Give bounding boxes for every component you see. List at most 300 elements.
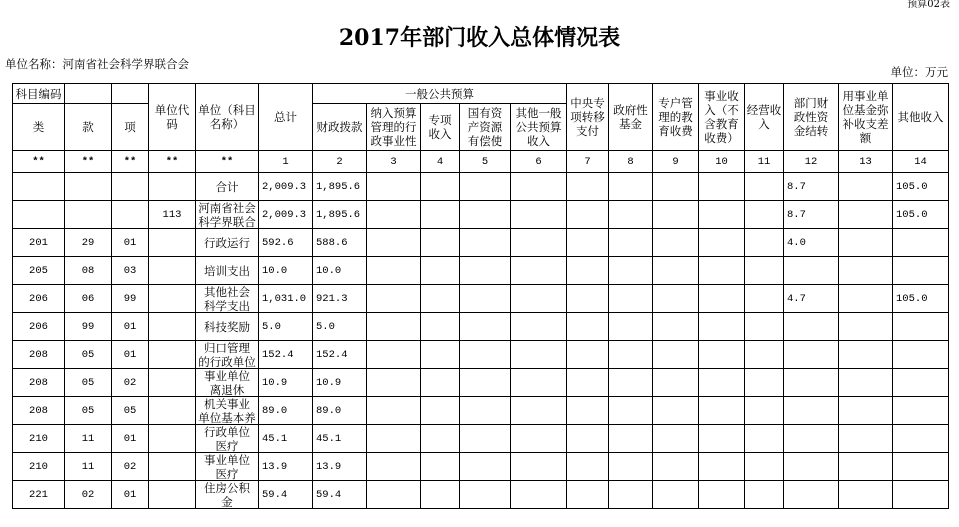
central-special-transfer-cell	[567, 257, 609, 285]
reserve-fund-offset-value	[839, 173, 892, 200]
admin-fee-income-value	[367, 341, 420, 368]
other-income-value	[893, 369, 948, 396]
fiscal-appropriation-cell	[313, 229, 367, 257]
central-special-transfer-cell	[567, 453, 609, 481]
state-asset-income-header	[460, 104, 511, 151]
central-special-transfer-value	[567, 481, 608, 508]
section-code-value: 99	[81, 320, 95, 333]
reserve-fund-offset-value	[839, 229, 892, 256]
total-cell	[259, 369, 313, 397]
total-value: 89.0	[262, 404, 288, 417]
admin-fee-income-label: 纳入预算 管理的行 政事业性	[370, 106, 417, 148]
class-code-value: 208	[29, 376, 48, 389]
fiscal-appropriation-cell	[313, 369, 367, 397]
government-fund-value	[609, 201, 652, 228]
unit-code-cell	[149, 173, 196, 201]
table-row	[13, 229, 949, 257]
government-fund-value	[609, 229, 652, 256]
currency-unit-line	[891, 65, 949, 79]
operating-income-cell	[745, 481, 784, 509]
class-code-cell	[13, 257, 65, 285]
unit-code-value	[149, 397, 195, 424]
reserve-fund-offset-value	[839, 341, 892, 368]
fiscal-appropriation-cell	[313, 257, 367, 285]
government-fund-cell	[609, 341, 653, 369]
operating-income-cell	[745, 201, 784, 229]
reserve-fund-offset-cell	[839, 173, 893, 201]
fiscal-carryover-value	[784, 397, 838, 424]
section-code-value: 05	[81, 376, 95, 389]
subject-name-cell	[196, 341, 259, 369]
special-income-value	[421, 201, 459, 228]
admin-fee-income-cell	[367, 481, 421, 509]
general-public-budget-header	[313, 84, 567, 104]
education-fee-value	[653, 453, 698, 480]
other-general-budget-income-value	[511, 481, 566, 508]
operating-income-value	[745, 173, 783, 200]
reserve-fund-offset-cell	[839, 341, 893, 369]
table-row	[13, 285, 949, 313]
education-fee-cell	[653, 257, 699, 285]
fiscal-carryover-cell	[784, 285, 839, 313]
class-code-cell	[13, 201, 65, 229]
state-asset-income-cell	[460, 369, 511, 397]
central-special-transfer-value	[567, 369, 608, 396]
business-income-header	[699, 84, 745, 151]
reserve-fund-offset-value	[839, 425, 892, 452]
central-special-transfer-value	[567, 229, 608, 256]
operating-income-value	[745, 453, 783, 480]
fiscal-appropriation-value: 59.4	[316, 488, 342, 501]
other-general-budget-income-value	[511, 397, 566, 424]
section-code-cell	[65, 257, 112, 285]
class-code-value: 205	[29, 264, 48, 277]
fiscal-carryover-cell	[784, 481, 839, 509]
fiscal-appropriation-value: 152.4	[316, 348, 348, 361]
unit-code-cell	[149, 341, 196, 369]
item-code-cell	[112, 257, 149, 285]
central-special-transfer-value	[567, 285, 608, 312]
business-income-value	[699, 313, 744, 340]
other-income-cell	[893, 341, 949, 369]
reserve-fund-offset-cell	[839, 229, 893, 257]
item-code-cell	[112, 173, 149, 201]
subject-name-value: 住房公积 金	[204, 481, 250, 508]
section-code-value: 11	[81, 432, 95, 445]
other-income-cell	[893, 229, 949, 257]
central-special-transfer-value	[567, 453, 608, 480]
item-code-value: 01	[123, 348, 137, 361]
reserve-fund-offset-header	[839, 84, 893, 151]
central-special-transfer-cell	[567, 425, 609, 453]
other-general-budget-income-cell	[511, 173, 567, 201]
special-income-label: 专项 收入	[428, 113, 452, 141]
other-income-cell	[893, 481, 949, 509]
admin-fee-income-value	[367, 229, 420, 256]
state-asset-income-cell	[460, 151, 511, 173]
business-income-cell	[699, 173, 745, 201]
fiscal-appropriation-cell	[313, 151, 367, 173]
section-code-value: 11	[81, 460, 95, 473]
other-general-budget-income-label: 其他一般 公共预算 收入	[515, 106, 562, 148]
special-income-cell	[421, 481, 460, 509]
total-cell	[259, 285, 313, 313]
admin-fee-income-cell	[367, 285, 421, 313]
operating-income-value	[745, 425, 783, 452]
business-income-cell	[699, 201, 745, 229]
state-asset-income-value	[460, 173, 510, 200]
total-value: 1,031.0	[262, 292, 307, 305]
government-fund-cell	[609, 369, 653, 397]
special-income-cell	[421, 201, 460, 229]
item-code-cell	[112, 313, 149, 341]
state-asset-income-value	[460, 425, 510, 452]
item-code-value: 05	[123, 404, 137, 417]
fiscal-appropriation-cell	[313, 173, 367, 201]
other-income-cell	[893, 397, 949, 425]
admin-fee-income-header	[367, 104, 421, 151]
class-code-label: 类	[32, 120, 45, 134]
section-code-cell	[65, 481, 112, 509]
section-code-value: 06	[81, 292, 95, 305]
other-income-value	[893, 481, 948, 508]
admin-fee-income-cell	[367, 453, 421, 481]
unit-code-value	[149, 173, 195, 200]
table-row	[13, 201, 949, 229]
fiscal-carryover-value	[784, 341, 838, 368]
total-value: 59.4	[262, 488, 288, 501]
class-code-value: 208	[29, 404, 48, 417]
unit-code-header	[149, 84, 196, 151]
blank-header-space	[112, 84, 148, 103]
other-income-cell	[893, 313, 949, 341]
other-general-budget-income-value	[511, 173, 566, 200]
total-cell	[259, 201, 313, 229]
other-general-budget-income-header	[511, 104, 567, 151]
state-asset-income-value	[460, 341, 510, 368]
table-row	[13, 313, 949, 341]
operating-income-value	[745, 397, 783, 424]
fiscal-appropriation-cell	[313, 453, 367, 481]
unit-code-value	[149, 425, 195, 452]
state-asset-income-value	[460, 453, 510, 480]
unit-name-line	[5, 57, 189, 71]
item-code-cell	[112, 425, 149, 453]
state-asset-income-value	[460, 229, 510, 256]
business-income-cell	[699, 341, 745, 369]
education-fee-cell	[653, 397, 699, 425]
admin-fee-income-value	[367, 285, 420, 312]
item-code-cell	[112, 151, 149, 173]
fiscal-carryover-value	[784, 481, 838, 508]
fiscal-appropriation-cell	[313, 341, 367, 369]
operating-income-cell	[745, 453, 784, 481]
reserve-fund-offset-value	[839, 397, 892, 424]
admin-fee-income-cell	[367, 173, 421, 201]
general-public-budget-label: 一般公共预算	[405, 86, 474, 101]
section-code-cell	[65, 453, 112, 481]
education-fee-value	[653, 285, 698, 312]
unit-code-value	[149, 369, 195, 396]
central-special-transfer-cell	[567, 341, 609, 369]
government-fund-cell	[609, 453, 653, 481]
education-fee-value	[653, 425, 698, 452]
table-row	[13, 397, 949, 425]
special-income-cell	[421, 229, 460, 257]
other-general-budget-income-value: 6	[535, 155, 542, 168]
fiscal-appropriation-label: 财政拨款	[316, 120, 363, 134]
blank-header-cell	[112, 84, 149, 104]
business-income-cell	[699, 397, 745, 425]
class-code-cell	[13, 481, 65, 509]
subject-name-value: 其他社会 科学支出	[204, 285, 250, 312]
fiscal-appropriation-cell	[313, 397, 367, 425]
admin-fee-income-cell	[367, 397, 421, 425]
total-cell	[259, 173, 313, 201]
unit-code-cell	[149, 151, 196, 173]
special-income-cell	[421, 151, 460, 173]
reserve-fund-offset-cell	[839, 397, 893, 425]
special-income-value	[421, 481, 459, 508]
central-special-transfer-value	[567, 201, 608, 228]
table-row	[13, 341, 949, 369]
subject-name-value: 行政单位 医疗	[204, 425, 250, 452]
operating-income-value	[745, 285, 783, 312]
section-code-value	[65, 201, 111, 228]
class-code-value: 206	[29, 320, 48, 333]
section-code-value: 05	[81, 348, 95, 361]
section-code-label: 款	[82, 120, 94, 134]
admin-fee-income-value	[367, 257, 420, 284]
central-special-transfer-value	[567, 425, 608, 452]
government-fund-value	[609, 341, 652, 368]
fiscal-carryover-cell	[784, 369, 839, 397]
item-code-label: 项	[124, 120, 136, 134]
admin-fee-income-cell	[367, 425, 421, 453]
education-fee-value	[653, 229, 698, 256]
operating-income-cell	[745, 229, 784, 257]
special-income-value: 4	[436, 155, 444, 168]
education-fee-value	[653, 201, 698, 228]
government-fund-value	[609, 453, 652, 480]
special-income-cell	[421, 425, 460, 453]
class-code-cell	[13, 151, 65, 173]
item-code-value	[112, 201, 148, 228]
government-fund-value: 8	[627, 155, 634, 168]
government-fund-cell	[609, 229, 653, 257]
fiscal-appropriation-value: 10.0	[316, 264, 342, 277]
item-code-cell	[112, 229, 149, 257]
education-fee-cell	[653, 201, 699, 229]
item-code-value	[112, 173, 148, 200]
class-code-cell	[13, 285, 65, 313]
state-asset-income-label: 国有资 产资源 有偿使	[467, 106, 503, 148]
unit-name-value: 河南省社会科学界联合会	[62, 57, 189, 71]
other-general-budget-income-cell	[511, 257, 567, 285]
other-general-budget-income-cell	[511, 201, 567, 229]
other-income-cell	[893, 257, 949, 285]
admin-fee-income-cell	[367, 229, 421, 257]
subject-name-value: 河南省社会 科学界联合	[198, 201, 256, 228]
fiscal-carryover-value	[784, 369, 838, 396]
fiscal-carryover-value	[784, 257, 838, 284]
special-income-value	[421, 341, 459, 368]
subject-name-cell	[196, 285, 259, 313]
other-income-value: 105.0	[896, 208, 928, 221]
business-income-cell	[699, 229, 745, 257]
subject-name-cell	[196, 173, 259, 201]
currency-unit-value: 万元	[925, 65, 948, 79]
government-fund-value	[609, 285, 652, 312]
operating-income-cell	[745, 369, 784, 397]
table-row	[13, 369, 949, 397]
state-asset-income-value	[460, 285, 510, 312]
other-income-value	[893, 257, 948, 284]
education-fee-value	[653, 369, 698, 396]
subject-name-value: 机关事业 单位基本养	[198, 397, 256, 424]
other-general-budget-income-cell	[511, 313, 567, 341]
subject-name-label: 单位（科目 名称）	[198, 103, 256, 131]
class-code-value: 201	[29, 236, 48, 249]
class-code-value: **	[32, 155, 45, 168]
special-income-cell	[421, 397, 460, 425]
revenue-table	[12, 83, 949, 509]
reserve-fund-offset-value	[839, 201, 892, 228]
other-income-cell	[893, 173, 949, 201]
central-special-transfer-cell	[567, 285, 609, 313]
government-fund-cell	[609, 201, 653, 229]
section-code-cell	[65, 285, 112, 313]
other-general-budget-income-cell	[511, 453, 567, 481]
subject-name-header	[196, 84, 259, 151]
operating-income-cell	[745, 341, 784, 369]
admin-fee-income-cell	[367, 313, 421, 341]
central-special-transfer-cell	[567, 397, 609, 425]
education-fee-cell	[653, 341, 699, 369]
special-income-value	[421, 453, 459, 480]
education-fee-cell	[653, 425, 699, 453]
government-fund-value	[609, 173, 652, 200]
other-income-cell	[893, 425, 949, 453]
item-code-value: **	[123, 155, 137, 168]
section-code-cell	[65, 397, 112, 425]
business-income-value	[699, 341, 744, 368]
total-cell	[259, 313, 313, 341]
fiscal-carryover-cell	[784, 313, 839, 341]
other-general-budget-income-value	[511, 453, 566, 480]
fiscal-carryover-label: 部门财 政性资 金结转	[793, 96, 829, 138]
other-income-value	[893, 313, 948, 340]
fiscal-carryover-value	[784, 313, 838, 340]
unit-code-cell	[149, 313, 196, 341]
fiscal-appropriation-value: 45.1	[316, 432, 342, 445]
subject-name-value: 归口管理 的行政单位	[198, 341, 256, 368]
other-general-budget-income-value	[511, 285, 566, 312]
state-asset-income-cell	[460, 201, 511, 229]
other-general-budget-income-cell	[511, 341, 567, 369]
total-value: 10.0	[262, 264, 288, 277]
special-income-cell	[421, 313, 460, 341]
fiscal-carryover-cell	[784, 453, 839, 481]
class-code-value: 206	[29, 292, 48, 305]
total-cell	[259, 229, 313, 257]
other-income-cell	[893, 369, 949, 397]
subject-code-label: 科目编码	[15, 86, 62, 101]
operating-income-cell	[745, 397, 784, 425]
other-income-value	[893, 229, 948, 256]
state-asset-income-value	[460, 481, 510, 508]
special-income-cell	[421, 173, 460, 201]
unit-code-cell	[149, 229, 196, 257]
government-fund-value	[609, 397, 652, 424]
blank-header-space	[65, 84, 111, 103]
fiscal-carryover-cell	[784, 341, 839, 369]
total-header	[259, 84, 313, 151]
education-fee-value	[653, 257, 698, 284]
government-fund-label: 政府性 基金	[613, 103, 648, 131]
operating-income-cell	[745, 285, 784, 313]
government-fund-cell	[609, 257, 653, 285]
government-fund-cell	[609, 425, 653, 453]
education-fee-header	[653, 84, 699, 151]
total-cell	[259, 151, 313, 173]
other-general-budget-income-cell	[511, 151, 567, 173]
unit-code-value	[149, 481, 195, 508]
admin-fee-income-cell	[367, 151, 421, 173]
business-income-value	[699, 425, 744, 452]
other-income-cell	[893, 151, 949, 173]
admin-fee-income-cell	[367, 257, 421, 285]
unit-code-cell	[149, 257, 196, 285]
special-income-value	[421, 173, 459, 200]
table-row	[13, 481, 949, 509]
fiscal-carryover-cell	[784, 257, 839, 285]
item-code-cell	[112, 201, 149, 229]
education-fee-cell	[653, 173, 699, 201]
government-fund-value	[609, 369, 652, 396]
business-income-cell	[699, 369, 745, 397]
operating-income-cell	[745, 151, 784, 173]
admin-fee-income-value	[367, 397, 420, 424]
page-title: 2017年部门收入总体情况表	[338, 25, 621, 51]
section-code-value	[65, 173, 111, 200]
class-code-value	[13, 201, 64, 228]
other-general-budget-income-value	[511, 313, 566, 340]
central-special-transfer-value	[567, 341, 608, 368]
operating-income-value	[745, 229, 783, 256]
unit-code-cell	[149, 397, 196, 425]
total-value: 592.6	[262, 236, 294, 249]
education-fee-cell	[653, 453, 699, 481]
central-special-transfer-cell	[567, 151, 609, 173]
reserve-fund-offset-cell	[839, 453, 893, 481]
fiscal-appropriation-value: 10.9	[316, 376, 342, 389]
state-asset-income-value	[460, 369, 510, 396]
fiscal-appropriation-value: 1,895.6	[316, 180, 361, 193]
section-code-value: 29	[81, 236, 95, 249]
other-income-value: 14	[914, 155, 927, 168]
item-code-cell	[112, 453, 149, 481]
fiscal-appropriation-value: 13.9	[316, 460, 342, 473]
operating-income-value	[745, 369, 783, 396]
business-income-value	[699, 481, 744, 508]
central-special-transfer-value	[567, 397, 608, 424]
total-value: 2,009.3	[262, 208, 307, 221]
unit-code-value	[149, 313, 195, 340]
other-general-budget-income-cell	[511, 425, 567, 453]
section-code-value: 02	[81, 488, 95, 501]
section-code-header	[65, 104, 112, 151]
